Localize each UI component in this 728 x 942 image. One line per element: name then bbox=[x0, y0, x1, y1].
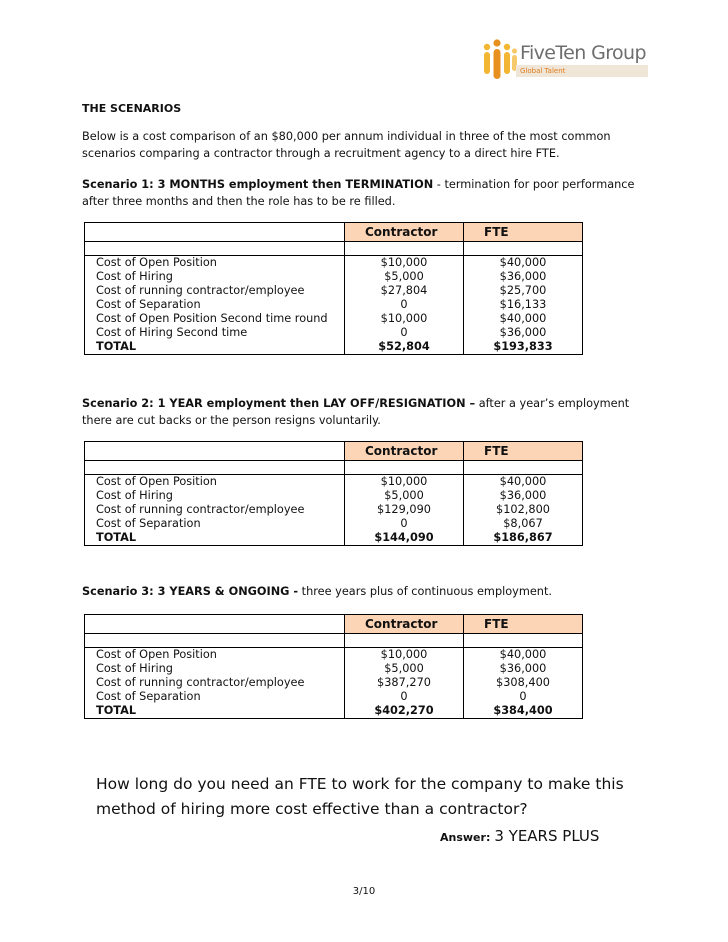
contractor-cost: $5,000 bbox=[345, 662, 464, 676]
fte-cost: $16,133 bbox=[464, 298, 583, 312]
contractor-total: $52,804 bbox=[345, 340, 464, 355]
fte-cost: $36,000 bbox=[464, 270, 583, 284]
table-row bbox=[85, 312, 583, 326]
contractor-cost: 0 bbox=[345, 517, 464, 531]
fte-cost: $36,000 bbox=[464, 662, 583, 676]
row-label: Cost of running contractor/employee bbox=[85, 284, 345, 298]
table-row bbox=[85, 475, 583, 490]
row-label: Cost of Open Position bbox=[85, 475, 345, 490]
table-row bbox=[85, 284, 583, 298]
total-label: TOTAL bbox=[85, 531, 345, 546]
contractor-column-header: Contractor bbox=[345, 442, 464, 461]
table-header-row bbox=[85, 615, 583, 634]
company-logo bbox=[480, 38, 652, 84]
scenario-1-title: Scenario 1: 3 MONTHS employment then TERMINATION bbox=[82, 178, 434, 191]
people-logo-icon bbox=[480, 38, 518, 82]
scenario-3-title: Scenario 3: 3 YEARS & ONGOING - bbox=[82, 585, 299, 598]
intro-paragraph: Below is a cost comparison of an $80,000 per annum individual in three of the most common scenarios comparing a contractor through a recruitment agency to a direct hire FTE. bbox=[82, 130, 611, 160]
fte-cost: $25,700 bbox=[464, 284, 583, 298]
fte-cost: $36,000 bbox=[464, 489, 583, 503]
fte-column-header: FTE bbox=[464, 615, 583, 634]
total-row bbox=[85, 531, 583, 546]
scenario-3-table bbox=[84, 614, 583, 719]
header-blank-cell bbox=[85, 442, 345, 461]
spacer-row bbox=[85, 242, 583, 256]
header-blank-cell bbox=[85, 615, 345, 634]
row-label: Cost of running contractor/employee bbox=[85, 676, 345, 690]
contractor-total: $402,270 bbox=[345, 704, 464, 719]
table-row bbox=[85, 270, 583, 284]
scenario-1-description bbox=[82, 176, 652, 210]
contractor-cost: $10,000 bbox=[345, 256, 464, 271]
spacer-row bbox=[85, 461, 583, 475]
contractor-cost: 0 bbox=[345, 298, 464, 312]
total-row bbox=[85, 340, 583, 355]
table-row bbox=[85, 489, 583, 503]
section-heading: THE SCENARIOS bbox=[82, 102, 182, 115]
fte-total: $193,833 bbox=[464, 340, 583, 355]
row-label: Cost of Open Position Second time round bbox=[85, 312, 345, 326]
contractor-cost: $387,270 bbox=[345, 676, 464, 690]
contractor-cost: $10,000 bbox=[345, 648, 464, 663]
row-label: Cost of Hiring bbox=[85, 662, 345, 676]
answer-label: Answer: bbox=[440, 831, 491, 844]
contractor-total: $144,090 bbox=[345, 531, 464, 546]
table-header-row bbox=[85, 223, 583, 242]
fte-column-header: FTE bbox=[464, 223, 583, 242]
contractor-cost: $10,000 bbox=[345, 475, 464, 490]
logo-tagline: Global Talent bbox=[516, 65, 648, 77]
contractor-column-header: Contractor bbox=[345, 223, 464, 242]
fte-cost: $40,000 bbox=[464, 312, 583, 326]
contractor-cost: $5,000 bbox=[345, 489, 464, 503]
table-row bbox=[85, 503, 583, 517]
contractor-column-header: Contractor bbox=[345, 615, 464, 634]
fte-total: $186,867 bbox=[464, 531, 583, 546]
fte-cost: $36,000 bbox=[464, 326, 583, 340]
table-row bbox=[85, 517, 583, 531]
fte-cost: $40,000 bbox=[464, 256, 583, 271]
scenario-2-title: Scenario 2: 1 YEAR employment then LAY OFF/RESIGNATION – bbox=[82, 397, 476, 410]
scenario-1-text: - termination for poor performance after three months and then the role has to be re filled. bbox=[82, 178, 635, 208]
answer-value: 3 YEARS PLUS bbox=[494, 827, 600, 845]
spacer-row bbox=[85, 634, 583, 648]
row-label: Cost of Separation bbox=[85, 298, 345, 312]
contractor-cost: $5,000 bbox=[345, 270, 464, 284]
table-row bbox=[85, 326, 583, 340]
row-label: Cost of Separation bbox=[85, 690, 345, 704]
total-label: TOTAL bbox=[85, 340, 345, 355]
total-row bbox=[85, 704, 583, 719]
scenario-3-text: three years plus of continuous employment. bbox=[298, 585, 552, 598]
contractor-cost: $27,804 bbox=[345, 284, 464, 298]
answer bbox=[440, 826, 599, 845]
row-label: Cost of Separation bbox=[85, 517, 345, 531]
row-label: Cost of Open Position bbox=[85, 256, 345, 271]
header-blank-cell bbox=[85, 223, 345, 242]
fte-cost: $40,000 bbox=[464, 648, 583, 663]
contractor-cost: $129,090 bbox=[345, 503, 464, 517]
scenario-3-description bbox=[82, 583, 652, 600]
question-text: How long do you need an FTE to work for the company to make this method of hiring more cost effective than a contractor? bbox=[96, 775, 624, 818]
fte-cost: $8,067 bbox=[464, 517, 583, 531]
logo-wordmark: FiveTen Group bbox=[520, 42, 646, 64]
fte-total: $384,400 bbox=[464, 704, 583, 719]
table-row bbox=[85, 676, 583, 690]
scenario-1-table bbox=[84, 222, 583, 355]
table-row bbox=[85, 662, 583, 676]
fte-cost: $102,800 bbox=[464, 503, 583, 517]
table-row bbox=[85, 298, 583, 312]
row-label: Cost of Hiring Second time bbox=[85, 326, 345, 340]
contractor-cost: 0 bbox=[345, 326, 464, 340]
scenario-2-text: after a year’s employment there are cut backs or the person resigns voluntarily. bbox=[82, 397, 630, 427]
row-label: Cost of running contractor/employee bbox=[85, 503, 345, 517]
row-label: Cost of Hiring bbox=[85, 489, 345, 503]
table-row bbox=[85, 256, 583, 271]
table-row bbox=[85, 690, 583, 704]
table-header-row bbox=[85, 442, 583, 461]
fte-cost: $40,000 bbox=[464, 475, 583, 490]
scenario-2-table bbox=[84, 441, 583, 546]
page-number: 3/10 bbox=[352, 886, 376, 897]
row-label: Cost of Open Position bbox=[85, 648, 345, 663]
fte-cost: $308,400 bbox=[464, 676, 583, 690]
scenario-2-description bbox=[82, 395, 652, 429]
table-row bbox=[85, 648, 583, 663]
total-label: TOTAL bbox=[85, 704, 345, 719]
row-label: Cost of Hiring bbox=[85, 270, 345, 284]
fte-column-header: FTE bbox=[464, 442, 583, 461]
fte-cost: 0 bbox=[464, 690, 583, 704]
contractor-cost: $10,000 bbox=[345, 312, 464, 326]
contractor-cost: 0 bbox=[345, 690, 464, 704]
